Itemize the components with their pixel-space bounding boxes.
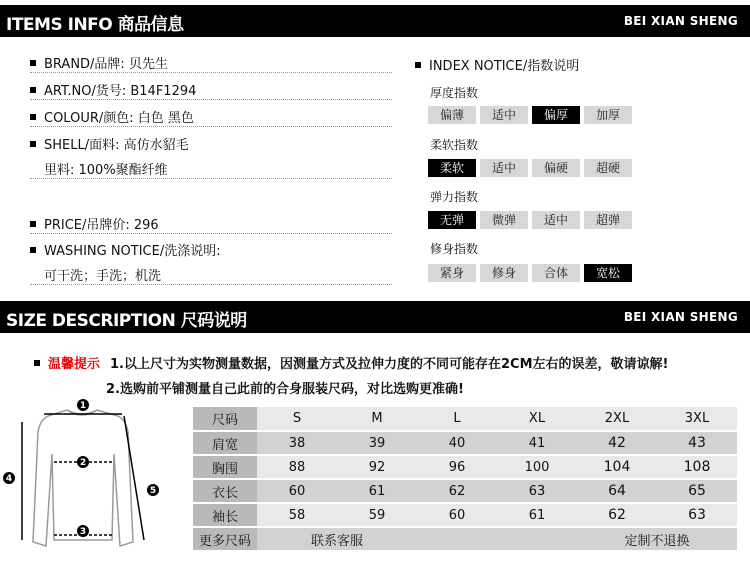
divider: [30, 126, 392, 127]
index-option: 超硬: [584, 159, 632, 177]
fit-scale: [428, 264, 632, 282]
index-option: 适中: [532, 211, 580, 229]
table-header-cell: M: [337, 407, 417, 431]
table-cell: 92: [337, 455, 417, 479]
info-price: PRICE/吊牌价: 296: [30, 214, 159, 233]
table-cell: 39: [337, 431, 417, 455]
brand-name: BEI XIAN SHENG: [623, 14, 738, 28]
bullet-icon: [30, 221, 36, 227]
table-header-cell: 尺码: [193, 407, 257, 431]
table-cell: 58: [257, 503, 337, 527]
divider: [30, 284, 392, 285]
table-cell: [417, 527, 577, 551]
table-cell: 38: [257, 431, 337, 455]
info-art-no: ART.NO/货号: B14F1294: [30, 80, 196, 99]
index-option: 合体: [532, 264, 580, 282]
sleeve-measure-line: [124, 416, 144, 540]
index-option-selected: 偏厚: [532, 106, 580, 124]
table-cell: 59: [337, 503, 417, 527]
bullet-icon: [30, 114, 36, 120]
index-option: 适中: [480, 106, 528, 124]
table-cell: 96: [417, 455, 497, 479]
warm-tip-line: [34, 353, 668, 372]
index-option-selected: 宽松: [584, 264, 632, 282]
index-option-selected: 柔软: [428, 159, 476, 177]
marker-2-label: 2: [79, 458, 87, 468]
info-brand: BRAND/品牌: 贝先生: [30, 53, 168, 72]
more-sizes-label: 更多尺码: [193, 527, 257, 551]
table-header-cell: S: [257, 407, 337, 431]
note-line-1: 1.以上尺寸为实物测量数据，因测量方式及拉伸力度的不同可能存在2CM左右的误差，敬请谅解!: [110, 357, 669, 372]
softness-label: 柔软指数: [430, 138, 479, 152]
marker-5-label: 5: [149, 486, 157, 496]
bullet-icon: [30, 247, 36, 253]
table-cell: 88: [257, 455, 337, 479]
fit-label: 修身指数: [430, 242, 479, 256]
info-washing: WASHING NOTICE/洗涤说明:: [30, 240, 221, 259]
size-table: [193, 407, 737, 552]
table-row: [193, 503, 737, 527]
bullet-icon: [30, 60, 36, 66]
marker-3-label: 3: [79, 527, 87, 537]
row-label: 胸围: [193, 455, 257, 479]
table-cell: 104: [577, 455, 657, 479]
elasticity-scale: [428, 211, 632, 229]
bullet-icon: [415, 62, 421, 68]
table-cell: 65: [657, 479, 737, 503]
bullet-icon: [30, 141, 36, 147]
note-line-2: 2.选购前平铺测量自己此前的合身服装尺码，对比选购更准确!: [106, 382, 464, 397]
custom-no-return-label: 定制不退换: [577, 527, 737, 551]
table-cell: 108: [657, 455, 737, 479]
table-row: [193, 455, 737, 479]
index-option: 微弹: [480, 211, 528, 229]
thickness-scale: [428, 106, 632, 124]
table-cell: 41: [497, 431, 577, 455]
table-cell: 63: [657, 503, 737, 527]
table-cell: 62: [577, 503, 657, 527]
table-cell: 100: [497, 455, 577, 479]
index-option: 加厚: [584, 106, 632, 124]
table-cell: 40: [417, 431, 497, 455]
info-colour: COLOUR/颜色: 白色 黑色: [30, 107, 194, 126]
table-cell: 42: [577, 431, 657, 455]
index-option: 适中: [480, 159, 528, 177]
contact-service-link[interactable]: 联系客服: [257, 527, 417, 551]
info-shell: SHELL/面料: 高仿水貂毛: [30, 134, 189, 153]
table-cell: 62: [417, 479, 497, 503]
divider: [30, 99, 392, 100]
table-cell: 60: [417, 503, 497, 527]
brand-name: BEI XIAN SHENG: [623, 310, 738, 324]
bullet-icon: [30, 87, 36, 93]
index-notice-title: INDEX NOTICE/指数说明: [415, 55, 579, 74]
table-cell: 63: [497, 479, 577, 503]
items-info-header: [0, 5, 750, 37]
garment-diagram: [0, 390, 180, 570]
table-footer-row: [193, 527, 737, 551]
thickness-label: 厚度指数: [430, 86, 479, 100]
marker-4-label: 4: [5, 474, 13, 484]
index-option: 紧身: [428, 264, 476, 282]
size-description-header: [0, 301, 750, 333]
info-lining: 里料: 100%聚酯纤维: [44, 163, 168, 178]
index-option: 偏薄: [428, 106, 476, 124]
table-row: [193, 431, 737, 455]
index-option: 偏硬: [532, 159, 580, 177]
table-cell: 64: [577, 479, 657, 503]
row-label: 肩宽: [193, 431, 257, 455]
size-description-title: SIZE DESCRIPTION 尺码说明: [6, 311, 247, 331]
row-label: 袖长: [193, 503, 257, 527]
table-header-cell: L: [417, 407, 497, 431]
table-cell: 61: [337, 479, 417, 503]
marker-1-label: 1: [79, 401, 87, 411]
index-option: 修身: [480, 264, 528, 282]
row-label: 衣长: [193, 479, 257, 503]
info-washing-detail: 可干洗；手洗；机洗: [44, 269, 162, 284]
bullet-icon: [34, 360, 40, 366]
table-cell: 61: [497, 503, 577, 527]
table-cell: 43: [657, 431, 737, 455]
elasticity-label: 弹力指数: [430, 190, 479, 204]
table-header-cell: 2XL: [577, 407, 657, 431]
table-row: [193, 479, 737, 503]
index-option-selected: 无弹: [428, 211, 476, 229]
table-header-cell: 3XL: [657, 407, 737, 431]
softness-scale: [428, 159, 632, 177]
index-option: 超弹: [584, 211, 632, 229]
divider: [30, 178, 392, 179]
table-cell: 60: [257, 479, 337, 503]
divider: [30, 72, 392, 73]
table-header-cell: XL: [497, 407, 577, 431]
divider: [30, 233, 392, 234]
items-info-title: ITEMS INFO 商品信息: [6, 15, 184, 35]
table-header-row: [193, 407, 737, 431]
warm-tip-label: 温馨提示: [48, 357, 101, 372]
